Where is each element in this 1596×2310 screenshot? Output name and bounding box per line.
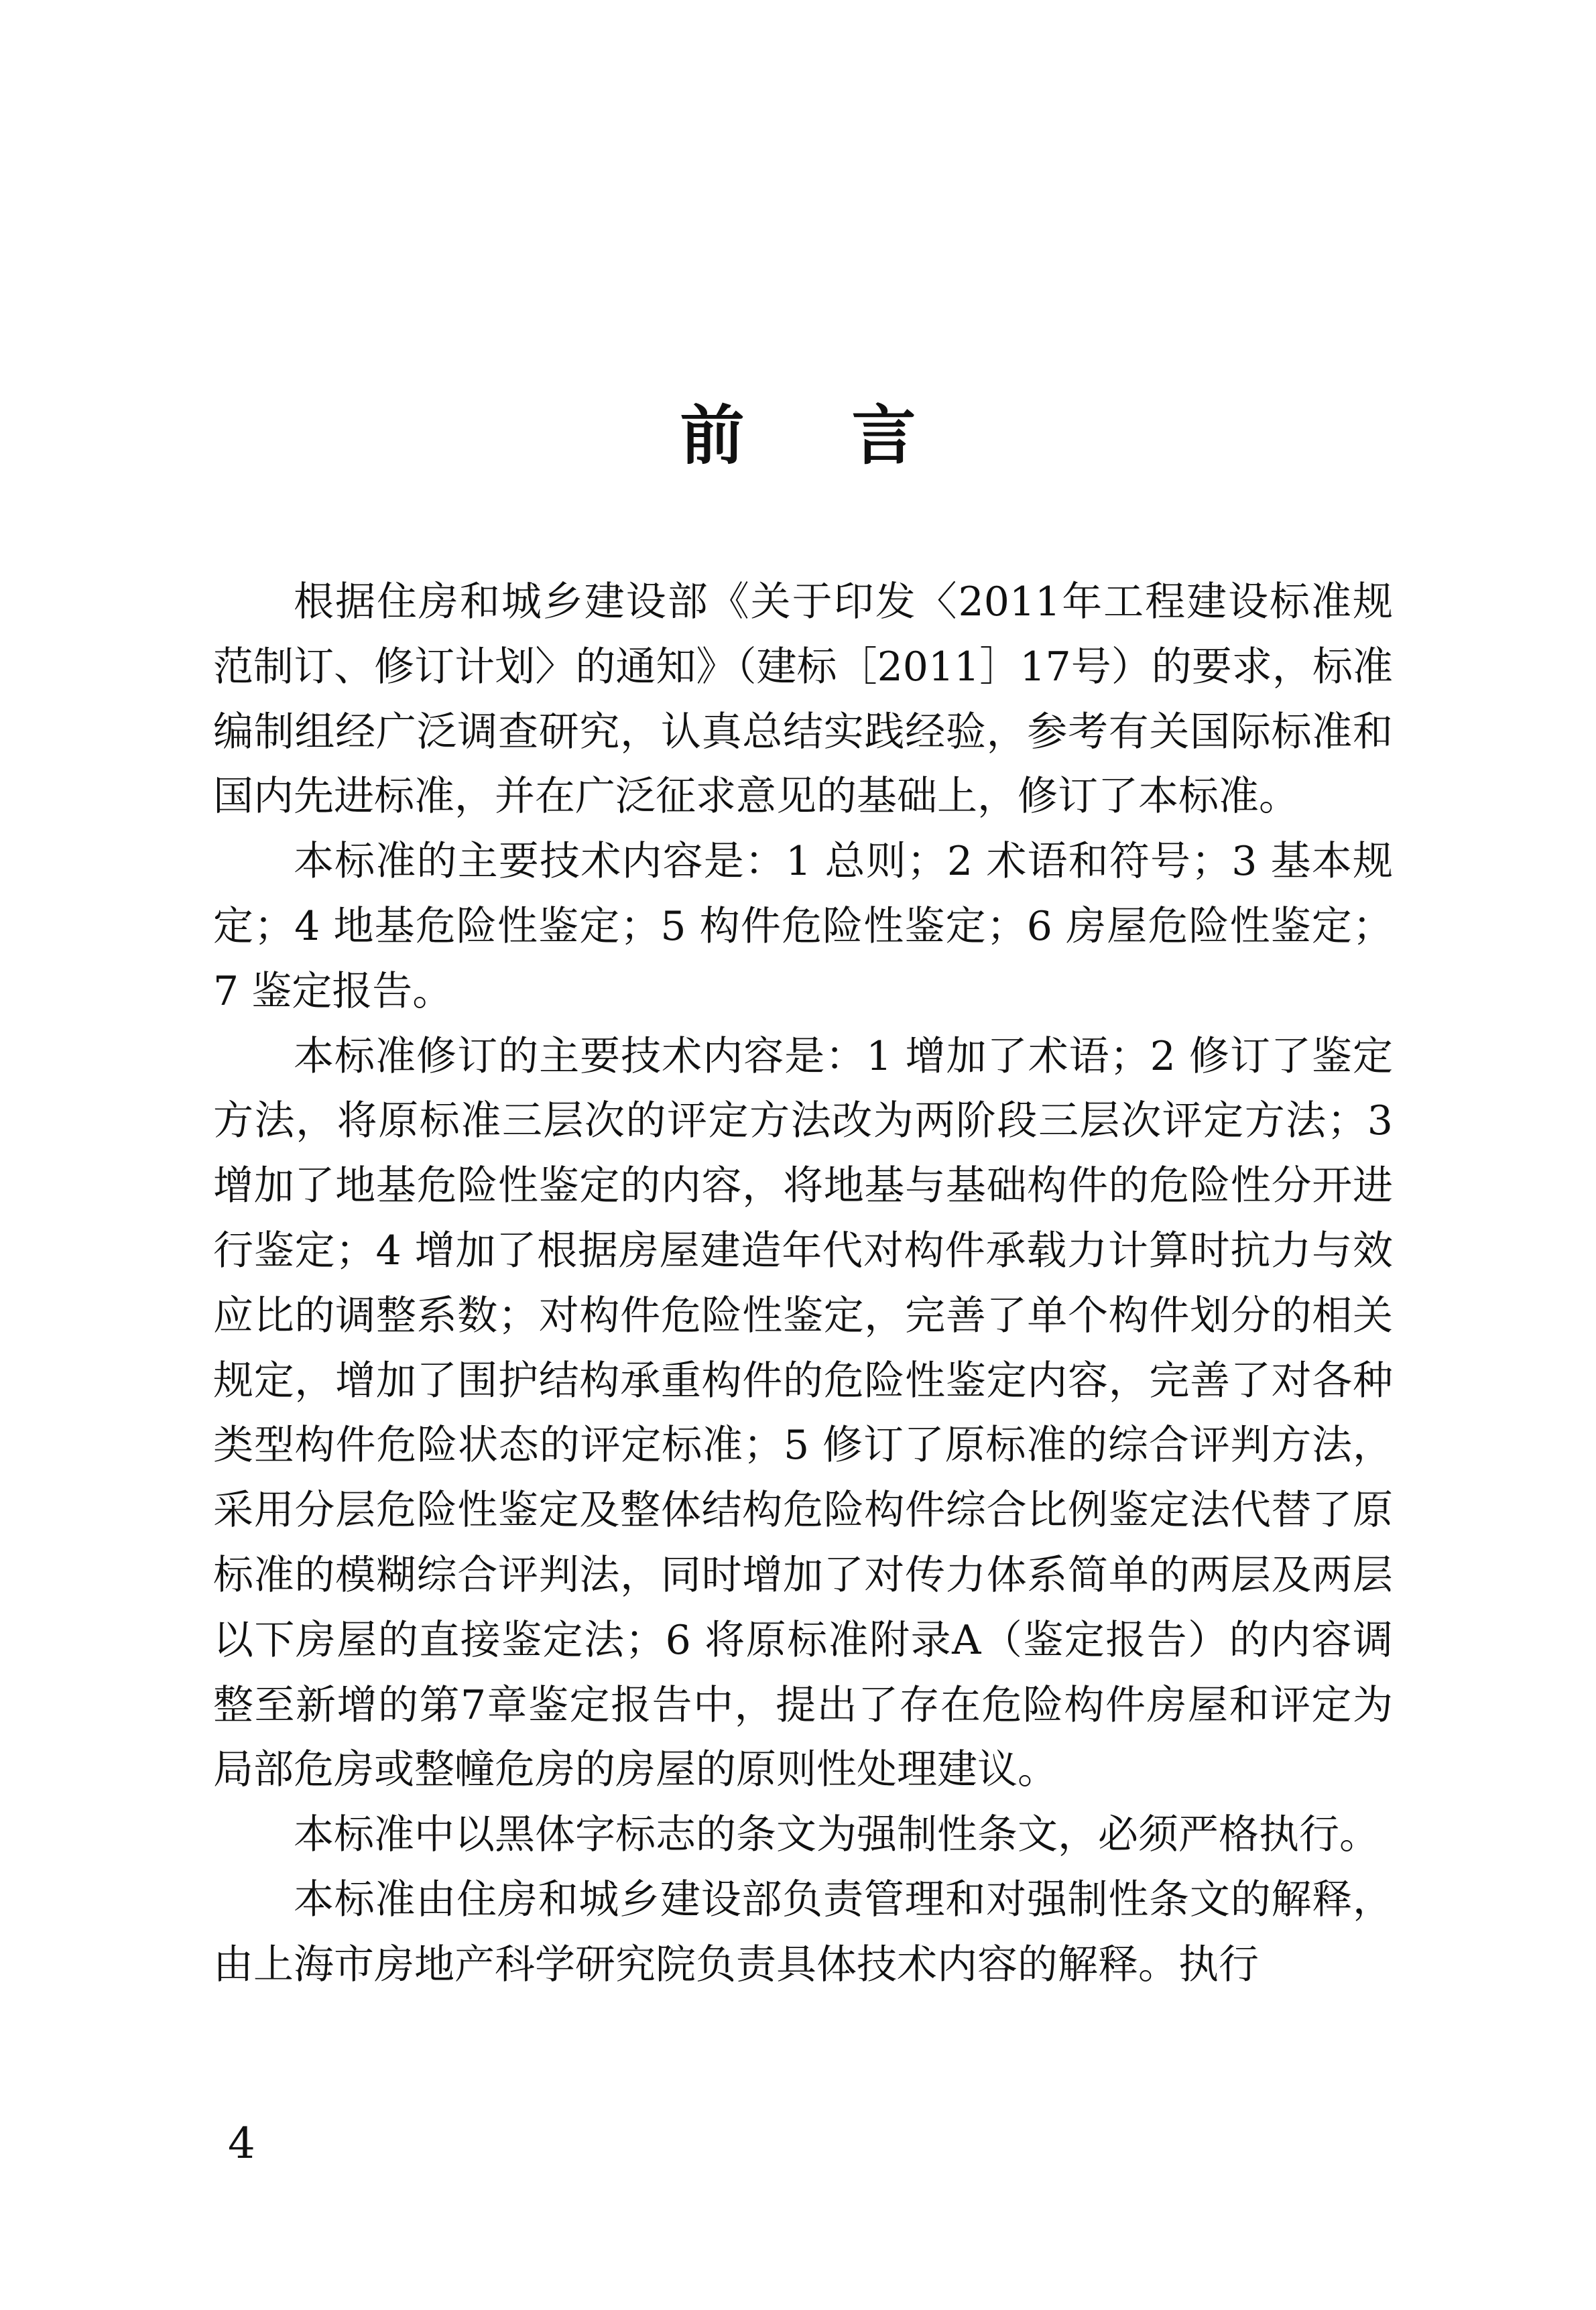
paragraph-management: 本标准由住房和城乡建设部负责管理和对强制性条文的解释，由上海市房地产科学研究院负责具体技术内容的解释。执行 (213, 1876, 1393, 1988)
paragraph-main-content: 本标准的主要技术内容是：1 总则；2 术语和符号；3 基本规定；4 地基危险性鉴定；5 构件危险性鉴定；6 房屋危险性鉴定；7 鉴定报告。 (213, 838, 1393, 1015)
page-number: 4 (228, 2119, 255, 2169)
paragraph-basis: 根据住房和城乡建设部《关于印发〈2011年工程建设标准规范制订、修订计划〉的通知》（建标［2011］17号）的要求，标准编制组经广泛调查研究，认真总结实践经验，参考有关国际标准和国内先进标准，并在广泛征求意见的基础上，修订了本标准。 (213, 579, 1393, 820)
paragraph-mandatory-clauses: 本标准中以黑体字标志的条文为强制性条文，必须严格执行。 (294, 1811, 1379, 1859)
body-text (213, 570, 1393, 1998)
paragraph-revision-content: 本标准修订的主要技术内容是：1 增加了术语；2 修订了鉴定方法，将原标准三层次的评定方法改为两阶段三层次评定方法；3 增加了地基危险性鉴定的内容，将地基与基础构件的危险性分开进行鉴定；4 增加了根据房屋建造年代对构件承载力计算时抗力与效应比的调整系数；对构件危险性鉴定，完善了单个构件划分的相关规定，增加了围护结构承重构件的危险性鉴定内容，完善了对各种类型构件危险状态的评定标准；5 修订了原标准的综合评判方法，采用分层危险性鉴定及整体结构危险构件综合比例鉴定法代替了原标准的模糊综合评判法，同时增加了对传力体系简单的两层及两层以下房屋的直接鉴定法；6 将原标准附录A（鉴定报告）的内容调整至新增的第7章鉴定报告中，提出了存在危险构件房屋和评定为局部危房或整幢危房的房屋的原则性处理建议。 (213, 1032, 1393, 1794)
page-title: 前言 (680, 398, 1024, 473)
